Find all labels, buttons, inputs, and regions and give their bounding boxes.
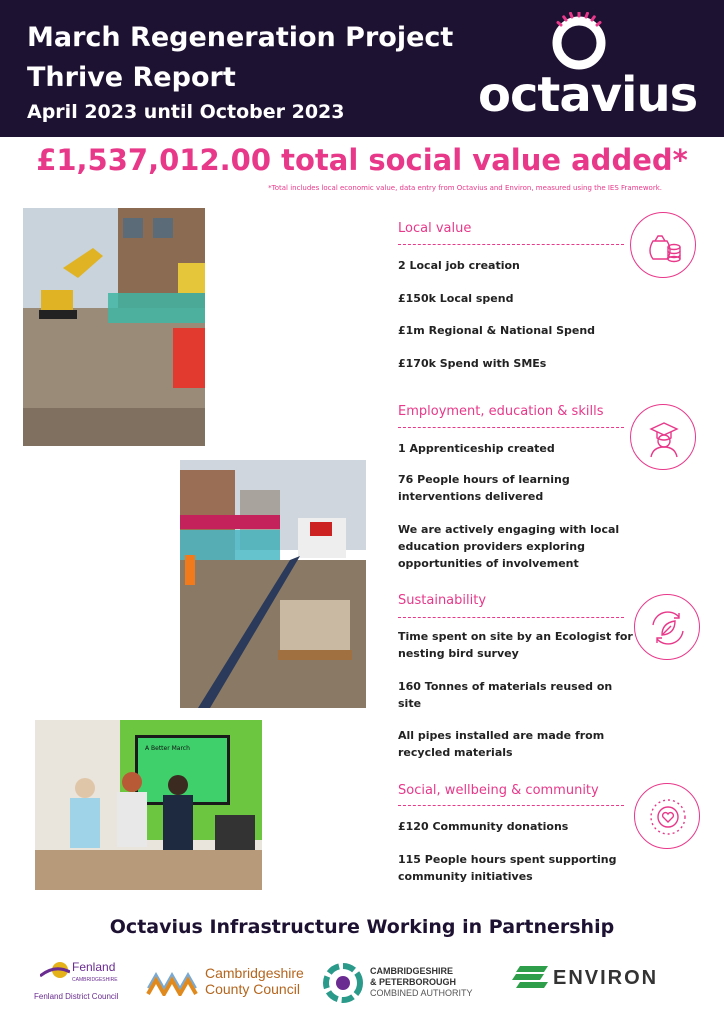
screen-title-text: A Better March <box>145 745 190 752</box>
section-title-social: Social, wellbeing & community <box>398 783 599 798</box>
headline-footnote: *Total includes local economic value, data entry from Octavius and Environ, measured using the IES Framework. <box>268 184 662 192</box>
list-item: £170k Spend with SMEs <box>398 357 547 370</box>
list-item: £150k Local spend <box>398 292 514 305</box>
environ-name: ENVIRON <box>553 967 659 989</box>
money-bag-coins-icon <box>630 212 696 278</box>
section-title-sustainability: Sustainability <box>398 593 487 608</box>
heart-hand-icon <box>634 783 700 849</box>
graduate-icon <box>630 404 696 470</box>
site-photo-excavator <box>23 208 205 446</box>
list-item: Time spent on site by an Ecologist for nesting bird survey <box>398 630 633 660</box>
fenland-subtitle: Fenland District Council <box>34 992 119 1001</box>
cpca-name <box>370 966 473 999</box>
ccc-line1: Cambridgeshire <box>205 965 304 981</box>
list-item: £1m Regional & National Spend <box>398 324 596 337</box>
list-item: We are actively engaging with local education providers exploring opportunities of involvement <box>398 523 620 570</box>
section-divider <box>398 805 624 806</box>
cpca-line2: & PETERBOROUGH <box>370 977 457 987</box>
section-title-employment: Employment, education & skills <box>398 404 604 419</box>
headline-total-value: £1,537,012.00 total social value added* <box>36 143 688 177</box>
cpca-line1: CAMBRIDGESHIRE <box>370 966 454 976</box>
report-period: April 2023 until October 2023 <box>27 101 345 123</box>
list-item: £120 Community donations <box>398 820 569 833</box>
partnership-title: Octavius Infrastructure Working in Partnership <box>109 916 615 938</box>
list-item: 1 Apprenticeship created <box>398 442 555 455</box>
cambridgeshire-cc-name <box>205 965 304 997</box>
octavius-logo-text: octavius <box>478 67 698 123</box>
cambridgeshire-cc-logo-icon <box>146 966 202 996</box>
section-title-local-value: Local value <box>398 221 472 236</box>
cpca-logo-icon <box>322 962 364 1004</box>
fenland-tag: CAMBRIDGESHIRE <box>72 977 118 983</box>
community-photo-classroom <box>35 720 262 890</box>
list-item: 2 Local job creation <box>398 259 520 272</box>
list-item: 76 People hours of learning interventions delivered <box>398 473 570 503</box>
cpca-line3: COMBINED AUTHORITY <box>370 988 473 998</box>
list-item: 115 People hours spent supporting community initiatives <box>398 853 617 883</box>
section-divider <box>398 244 624 245</box>
report-title-line1: March Regeneration Project <box>27 22 454 53</box>
octavius-logo-ring-icon <box>548 12 610 74</box>
header-banner <box>0 0 724 137</box>
environ-logo-icon <box>512 966 548 988</box>
fenland-title: Fenland <box>72 960 116 974</box>
section-divider <box>398 427 624 428</box>
list-item: 160 Tonnes of materials reused on site <box>398 680 613 710</box>
list-item: All pipes installed are made from recycled materials <box>398 729 605 759</box>
fenland-logo-icon <box>40 960 70 980</box>
ccc-line2: County Council <box>205 981 300 997</box>
site-photo-pipe-trench <box>180 460 366 708</box>
leaf-cycle-icon <box>634 594 700 660</box>
report-title-line2: Thrive Report <box>27 62 236 93</box>
section-divider <box>398 617 624 618</box>
